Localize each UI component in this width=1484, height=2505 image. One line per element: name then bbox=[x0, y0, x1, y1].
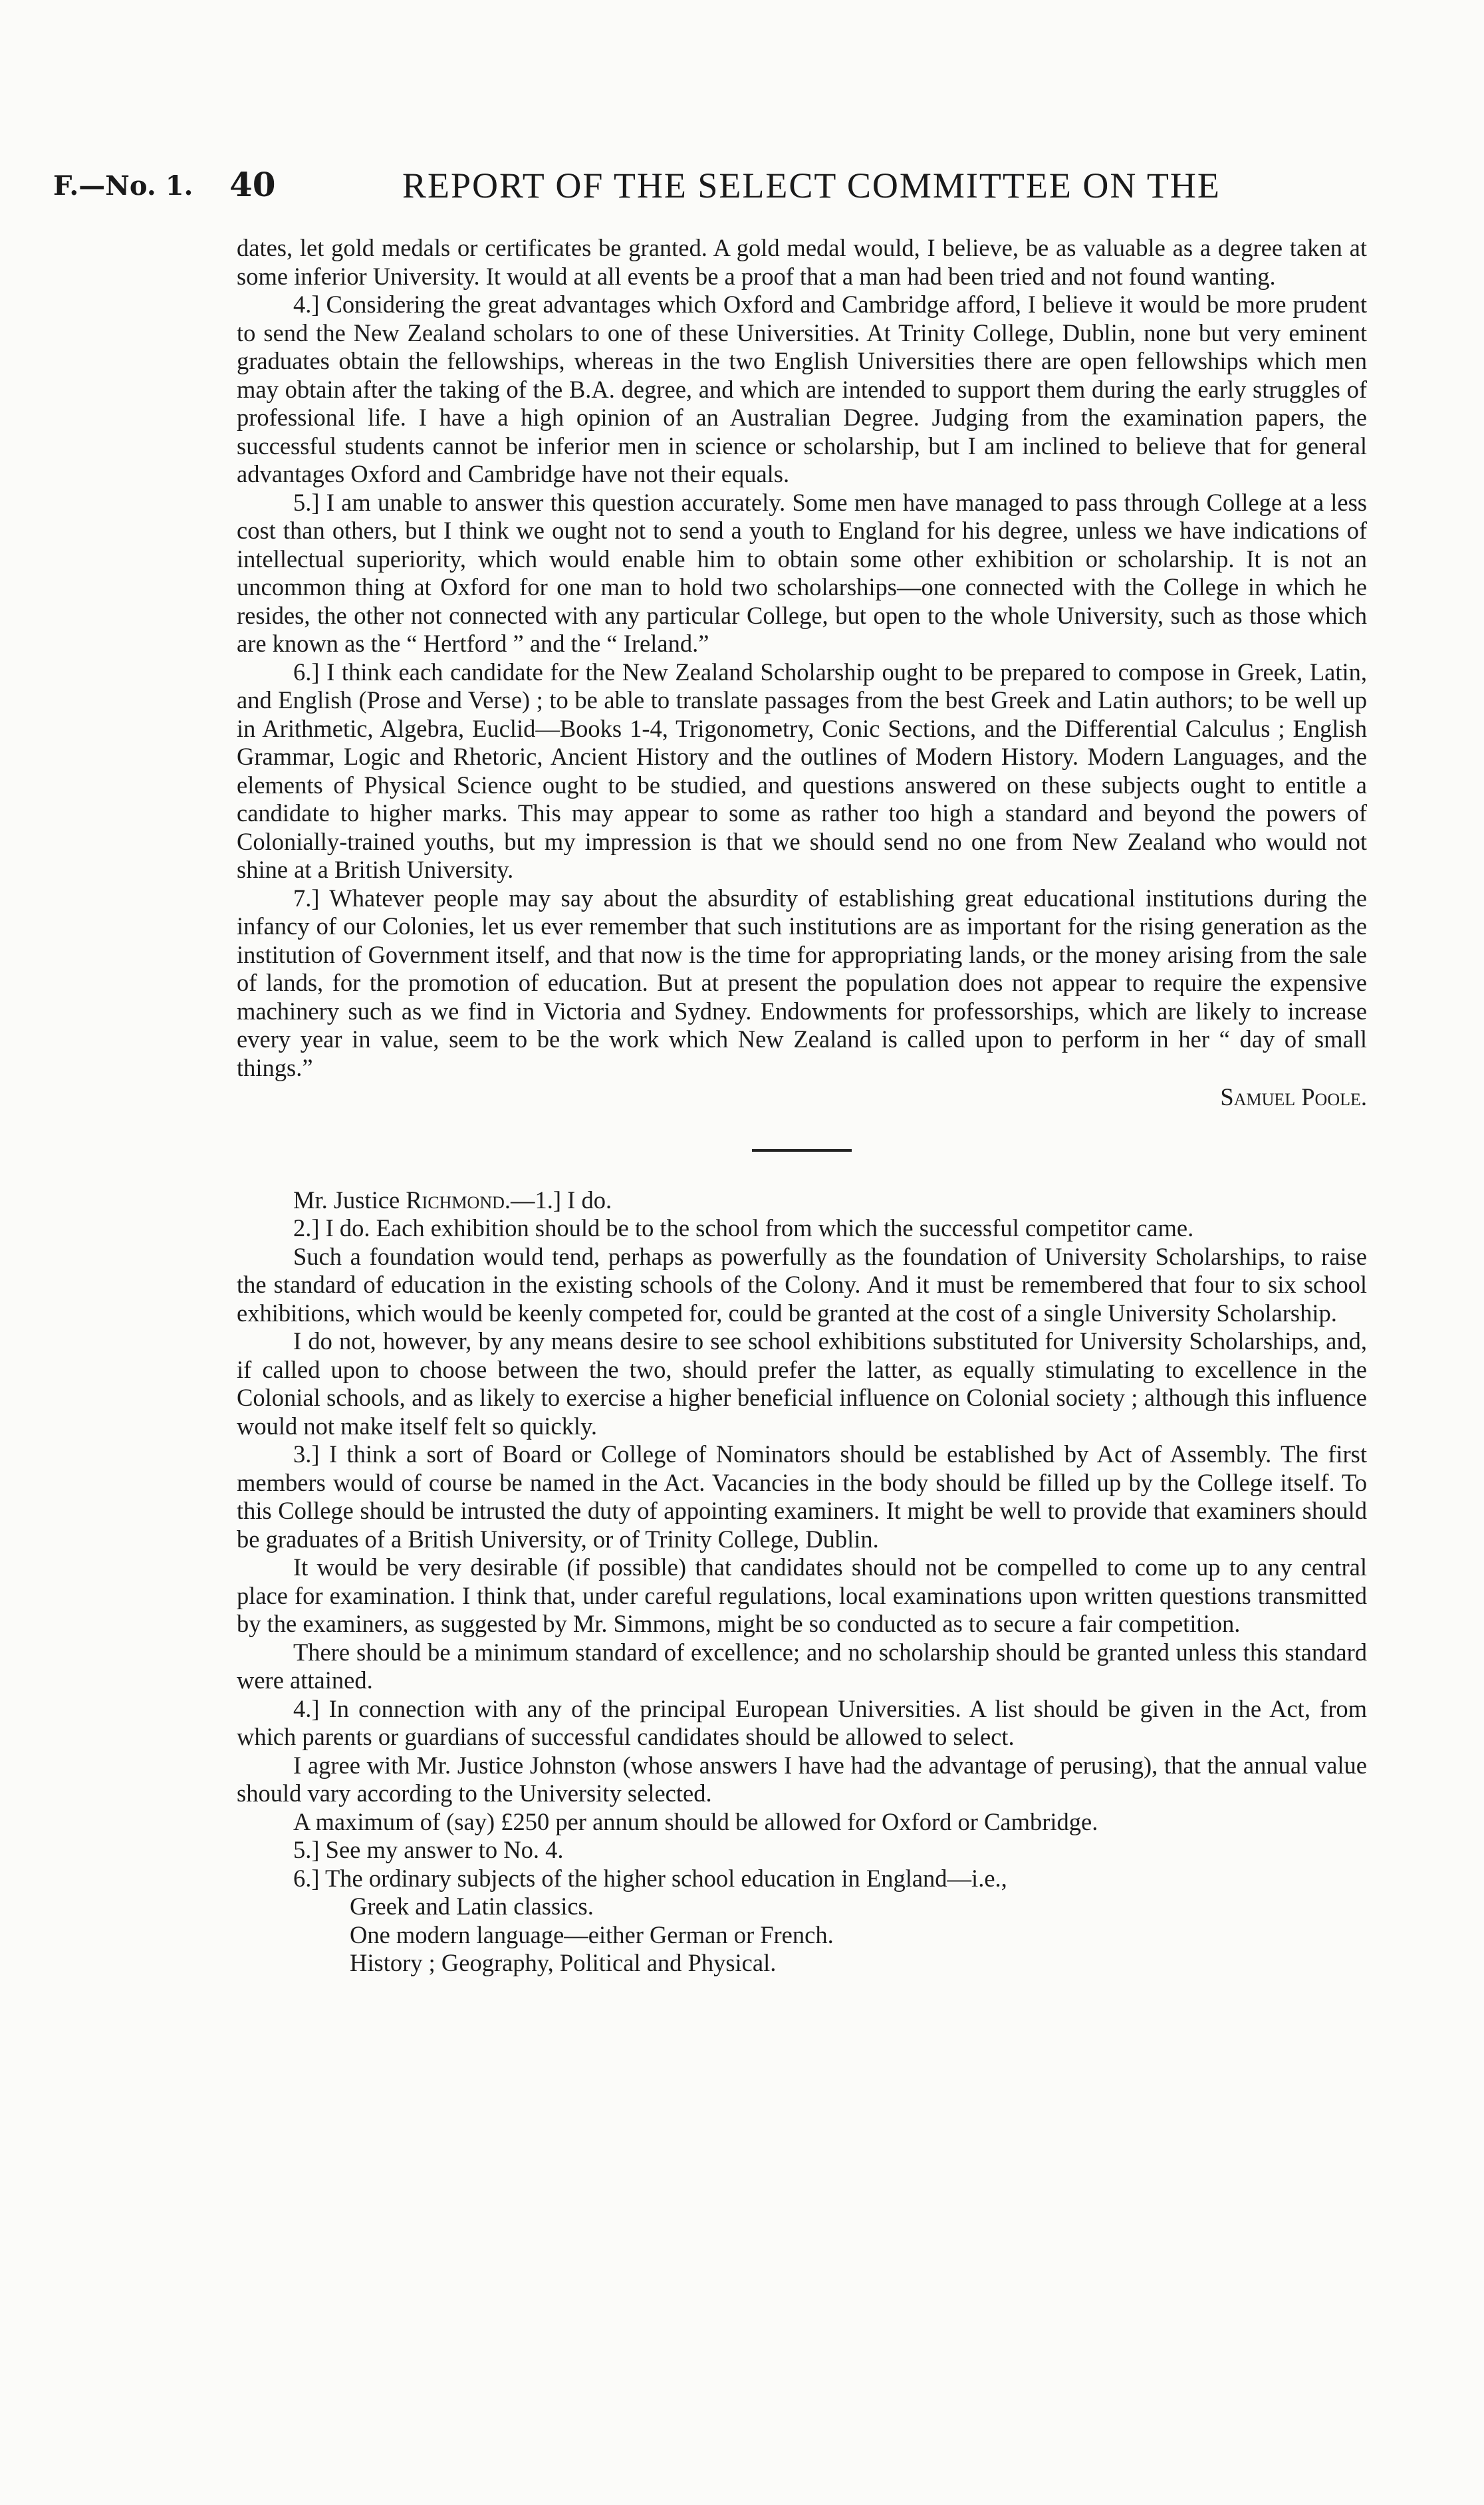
richmond-paragraph-4: I do not, however, by any means desire to see school exhibitions substituted for University Scholarships, and, if called upon to choose between the two, should prefer the latter, as equally stimulating to excellence in the Colonial schools, and as likely to exercise a higher beneficial influence on Colonial society ; although this influence would not make itself felt so quickly. bbox=[237, 1327, 1367, 1440]
page-header bbox=[53, 165, 1356, 211]
section-divider-rule bbox=[752, 1149, 852, 1152]
poole-paragraph-answer-4: 4.] Considering the great advantages which Oxford and Cambridge afford, I believe it would be more prudent to send the New Zealand scholars to one of these Universities. At Trinity College, Dublin, none but very eminent graduates obtain the fellowships, whereas in the two English Universities there are open fellowships which men may obtain after the taking of the B.A. degree, and which are intended to support them during the early struggles of professional life. I have a high opinion of an Australian Degree. Judging from the examination papers, the successful students cannot be inferior men in science or scholarship, but I am inclined to believe that for general advantages Oxford and Cambridge have not their equals. bbox=[237, 291, 1367, 487]
subject-list-item: Greek and Latin classics. bbox=[350, 1893, 594, 1920]
speaker-title: Mr. Justice bbox=[293, 1186, 406, 1214]
speaker-name: Richmond bbox=[406, 1186, 505, 1214]
richmond-paragraph-9: I agree with Mr. Justice Johnston (whose answers I have had the advantage of perusing), that the annual value should vary according to the University selected. bbox=[237, 1751, 1367, 1807]
richmond-paragraph-answer-3: 3.] I think a sort of Board or College of Nominators should be established by Act of Assembly. The first members would of course be named in the Act. Vacancies in the body should be filled up by the College itself. To this College should be intrusted the duty of appointing examiners. It might be well to provide that examiners should be graduates of a British University, or of Trinity College, Dublin. bbox=[237, 1440, 1367, 1553]
richmond-paragraph-7: There should be a minimum standard of excellence; and no scholarship should be granted unless this standard were attained. bbox=[237, 1638, 1367, 1694]
richmond-paragraph-3: Such a foundation would tend, perhaps as powerfully as the foundation of University Scholarships, to raise the standard of education in the existing schools of the Colony. And it must be remembered that four to six school exhibitions, which would be keenly competed for, could be granted at the cost of a single University Scholarship. bbox=[237, 1242, 1367, 1327]
poole-paragraph-answer-5: 5.] I am unable to answer this question accurately. Some men have managed to pass through College at a less cost than others, but I think we ought not to send a youth to England for his degree, unless we have indications of intellectual superiority, which would enable him to obtain some other exhibition or scholarship. It is not an uncommon thing at Oxford for one man to hold two scholarships—one connected with the College in which he resides, the other not connected with any particular College, but open to the whole University, such as those which are known as the “ Hertford ” and the “ Ireland.” bbox=[237, 488, 1367, 657]
page-number: 40 bbox=[229, 165, 276, 204]
subject-list-item: History ; Geography, Political and Physical. bbox=[350, 1949, 777, 1976]
running-title: REPORT OF THE SELECT COMMITTEE ON THE bbox=[402, 166, 1221, 205]
poole-paragraph-1: dates, let gold medals or certificates be granted. A gold medal would, I believe, be as valuable as a degree taken at some inferior University. It would at all events be a proof that a man had been tried and not found wanting. bbox=[237, 234, 1367, 290]
poole-paragraph-answer-7: 7.] Whatever people may say about the absurdity of establishing great educational institutions during the infancy of our Colonies, let us ever remember that such institutions are as important for the rising generation as the institution of Government itself, and that now is the time for appropriating lands, or the money arising from the sale of lands, for the promotion of education. But at present the population does not appear to require the expensive machinery such as we find in Victoria and Sydney. Endowments for professorships, which are likely to increase every year in value, seem to be the work which New Zealand is called upon to perform in her “ day of small things.” bbox=[237, 884, 1367, 1081]
richmond-paragraph-answer-1 bbox=[237, 1186, 1367, 1215]
richmond-paragraph-answer-4: 4.] In connection with any of the principal European Universities. A list should be given in the Act, from which parents or guardians of successful candidates should be allowed to select. bbox=[237, 1694, 1367, 1750]
paper-reference: F.—No. 1. bbox=[53, 170, 193, 201]
richmond-paragraph-6: It would be very desirable (if possible) that candidates should not be compelled to come up to any central place for examination. I think that, under careful regulations, local examinations upon written questions transmitted by the examiners, as suggested by Mr. Simmons, might be so conducted as to secure a fair competition. bbox=[237, 1553, 1367, 1637]
subject-list-item: One modern language—either German or French. bbox=[350, 1920, 834, 1948]
richmond-paragraph-answer-6: 6.] The ordinary subjects of the higher school education in England—i.e., bbox=[293, 1864, 1007, 1892]
signature-samuel-poole: Samuel Poole. bbox=[1220, 1083, 1367, 1111]
answer-text: .—1.] I do. bbox=[504, 1186, 612, 1214]
richmond-paragraph-10: A maximum of (say) £250 per annum should be allowed for Oxford or Cambridge. bbox=[293, 1807, 1098, 1835]
richmond-paragraph-answer-5: 5.] See my answer to No. 4. bbox=[293, 1836, 564, 1863]
poole-paragraph-answer-6: 6.] I think each candidate for the New Zealand Scholarship ought to be prepared to compose in Greek, Latin, and English (Prose and Verse) ; to be able to translate passages from the best Greek and Latin authors; to be well up in Arithmetic, Algebra, Euclid—Books 1-4, Trigonometry, Conic Sections, and the Differential Calculus ; English Grammar, Logic and Rhetoric, Ancient History and the outlines of Modern History. Modern Languages, and the elements of Physical Science ought to be studied, and questions answered on these subjects ought to entitle a candidate to higher marks. This may appear to some as rather too high a standard and beyond the powers of Colonially-trained youths, but my impression is that we should send no one from New Zealand who would not shine at a British University. bbox=[237, 658, 1367, 883]
document-body bbox=[237, 234, 1367, 1978]
richmond-paragraph-answer-2: 2.] I do. Each exhibition should be to the school from which the successful competitor came. bbox=[293, 1214, 1194, 1242]
